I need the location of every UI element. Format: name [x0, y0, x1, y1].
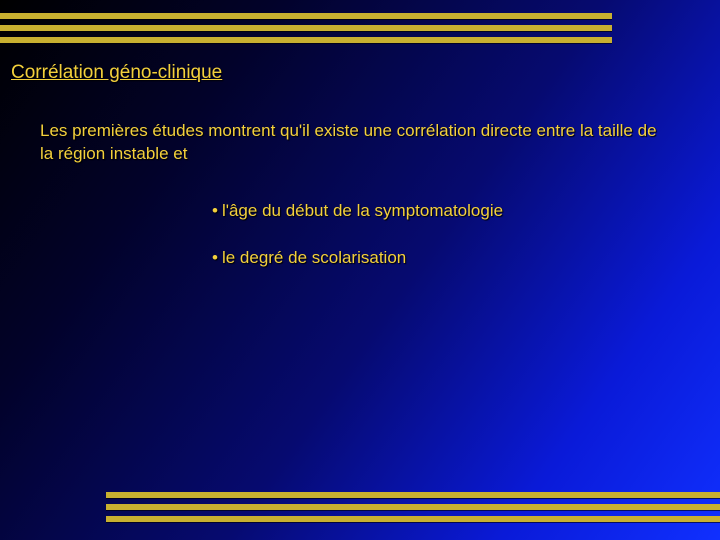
bullet-item: [212, 246, 503, 269]
decorative-stripe: [0, 25, 612, 31]
decorative-stripe: [106, 516, 720, 522]
bullet-icon: •: [212, 248, 218, 267]
decorative-stripe: [106, 492, 720, 498]
slide-title: Corrélation géno-clinique: [11, 62, 223, 83]
top-stripes: [0, 13, 612, 43]
bullet-list: [212, 199, 503, 293]
bullet-item: [212, 199, 503, 222]
bullet-text: le degré de scolarisation: [221, 248, 407, 267]
decorative-stripe: [0, 37, 612, 43]
decorative-stripe: [106, 504, 720, 510]
bottom-stripes: [106, 492, 720, 522]
bullet-icon: •: [212, 201, 218, 220]
decorative-stripe: [0, 13, 612, 19]
bullet-text: l'âge du début de la symptomatologie: [221, 201, 504, 220]
intro-paragraph: Les premières études montrent qu'il existe une corrélation directe entre la taille de la région instable et: [40, 121, 657, 163]
